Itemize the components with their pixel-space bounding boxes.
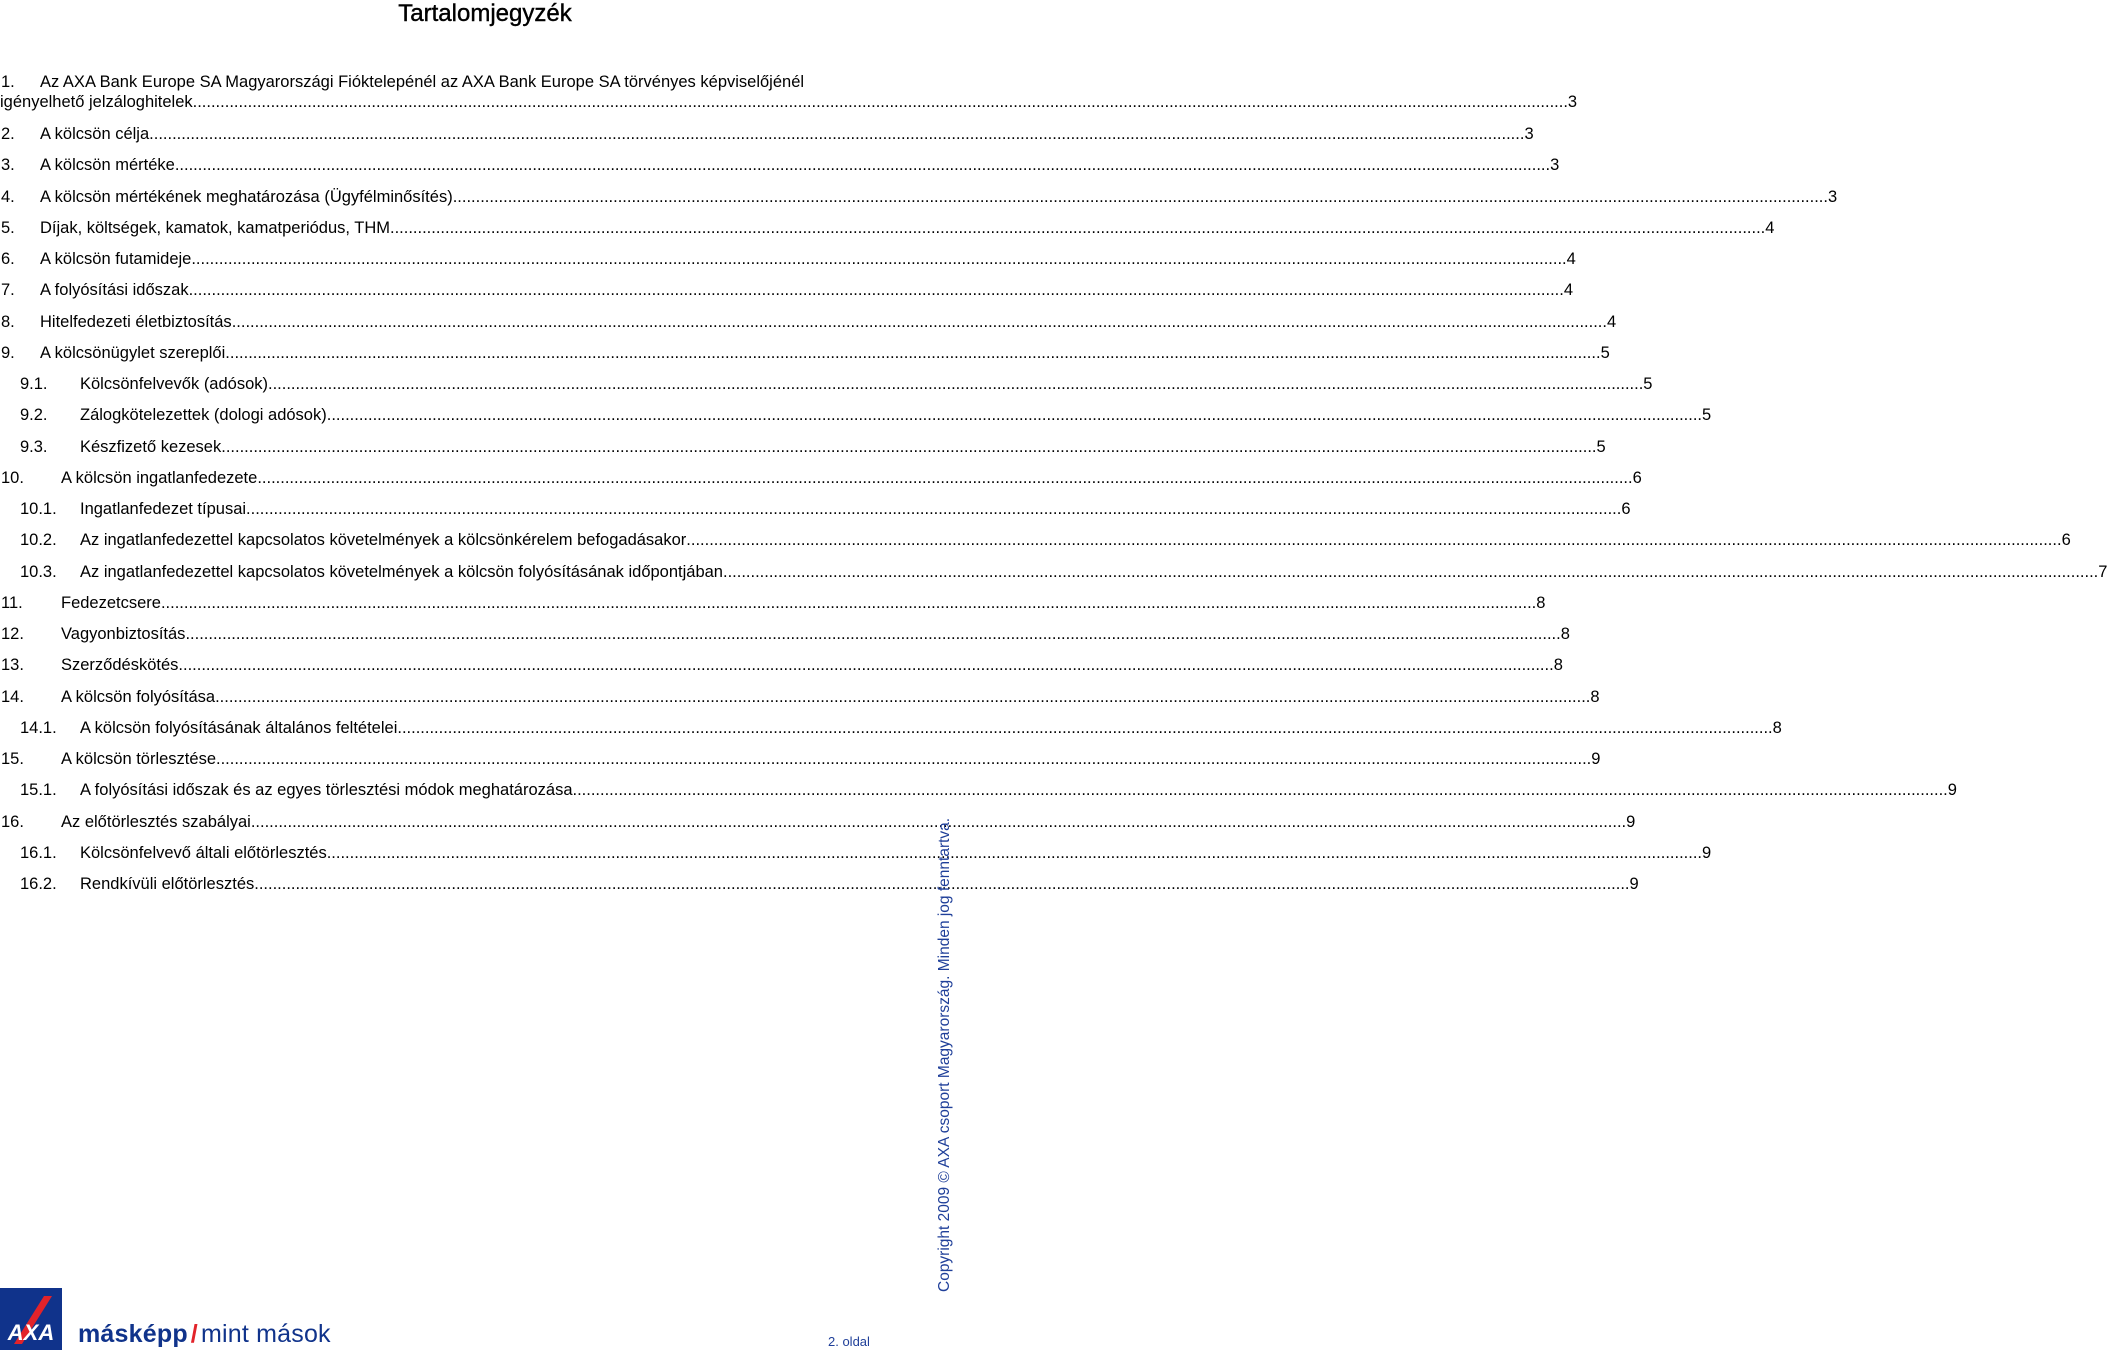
toc-page-number: 8 <box>1772 718 1782 737</box>
toc-leader-dots: ............................................................................................................................................................................................................................................................................................................ <box>225 343 1601 362</box>
toc-page-number: 4 <box>1765 218 1775 237</box>
toc-leader-dots: ............................................................................................................................................................................................................................................................................................................ <box>188 281 1564 300</box>
toc-number: 6. <box>1 250 15 268</box>
toc-entry-title: A folyósítási időszak és az egyes törlesztési módok meghatározása <box>80 781 573 800</box>
toc-page-number: 8 <box>1553 656 1563 675</box>
toc-entry-line <box>61 686 1600 708</box>
toc-number: 10.1. <box>20 500 57 518</box>
toc-entry-line <box>40 123 1534 145</box>
toc-entry-title: A kölcsön futamideje <box>40 250 192 268</box>
toc-number: 10.2. <box>20 531 57 550</box>
toc-entry-line <box>40 248 1576 270</box>
toc-number: 9. <box>1 343 15 362</box>
toc-entry-title: Szerződéskötés <box>61 656 179 675</box>
toc-number: 3. <box>1 156 15 175</box>
toc-entry-line <box>80 873 1639 895</box>
toc-entry-title: Fedezetcsere <box>61 593 161 612</box>
toc-entry-title: Hitelfedezeti életbiztosítás <box>40 312 232 331</box>
toc-leader-dots: ............................................................................................................................................................................................................................................................................................................ <box>326 843 1702 862</box>
toc-page-number: 5 <box>1596 437 1606 456</box>
toc-leader-dots: ............................................................................................................................................................................................................................................................................................................ <box>452 187 1828 206</box>
toc-leader-dots: ............................................................................................................................................................................................................................................................................................................ <box>149 125 1525 143</box>
toc-entry[interactable] <box>0 873 1639 895</box>
toc-entry-title: Az előtörlesztés szabályai <box>61 812 251 831</box>
toc-leader-dots: ............................................................................................................................................................................................................................................................................................................ <box>174 156 1551 175</box>
slogan-separator: / <box>190 1320 198 1348</box>
toc-page-number: 6 <box>1621 500 1631 518</box>
toc-entry-line <box>80 561 2107 583</box>
toc-leader-dots: ............................................................................................................................................................................................................................................................................................................ <box>390 218 1766 237</box>
toc-entry-title: Készfizető kezesek <box>80 437 222 456</box>
copyright-notice: Copyright 2009 © AXA csoport Magyarország. Minden jog fenntartva. <box>936 817 953 1292</box>
toc-number: 15.1. <box>20 781 57 800</box>
toc-entry-line <box>61 623 1570 645</box>
toc-entry-line <box>40 342 1610 364</box>
toc-leader-dots: ............................................................................................................................................................................................................................................................................................................ <box>178 656 1554 675</box>
toc-number: 16.2. <box>20 875 57 893</box>
toc-page-number: 4 <box>1566 250 1576 268</box>
toc-entry[interactable] <box>0 467 1642 489</box>
toc-entry-title: A folyósítási időszak <box>40 281 189 300</box>
toc-entry-line <box>80 779 1957 801</box>
toc-page-number: 9 <box>1626 812 1636 831</box>
toc-number: 5. <box>1 218 15 237</box>
toc-page-number: 3 <box>1567 93 1578 111</box>
slogan <box>78 1318 331 1350</box>
toc-entry-title: Vagyonbiztosítás <box>61 625 186 643</box>
toc-entry[interactable] <box>0 654 1563 676</box>
toc-entry-line <box>40 154 1560 176</box>
toc-number: 14. <box>1 687 24 706</box>
toc-page-number: 5 <box>1643 375 1653 393</box>
toc-entry[interactable] <box>0 779 1957 801</box>
toc-number: 2. <box>1 125 15 143</box>
toc-leader-dots: ............................................................................................................................................................................................................................................................................................................ <box>192 93 1568 111</box>
svg-text:AXA: AXA <box>7 1320 55 1345</box>
toc-leader-dots: ............................................................................................................................................................................................................................................................................................................ <box>257 468 1633 487</box>
toc-entry-title: A kölcsön mértéke <box>40 156 175 175</box>
toc-entry[interactable] <box>0 279 1574 301</box>
toc-entry[interactable] <box>0 592 1546 614</box>
toc-entry[interactable] <box>0 717 1782 739</box>
toc-entry[interactable] <box>0 217 1775 239</box>
toc-entry-title: igényelhető jelzáloghitelek <box>0 93 193 111</box>
toc-page-number: 9 <box>1591 750 1601 768</box>
toc-entry-title: Díjak, költségek, kamatok, kamatperiódus, THM <box>40 218 390 237</box>
toc-entry-line <box>80 842 1712 864</box>
toc-entry-line <box>61 748 1601 770</box>
toc-leader-dots: ............................................................................................................................................................................................................................................................................................................ <box>246 500 1622 518</box>
toc-page-number: 5 <box>1702 406 1712 425</box>
toc-entry[interactable] <box>0 436 1606 458</box>
toc-number: 15. <box>1 750 24 768</box>
toc-entry-title: A kölcsön folyósításának általános feltételei <box>80 718 398 737</box>
toc-page-number: 8 <box>1536 593 1546 612</box>
toc-entry-title: Az ingatlanfedezettel kapcsolatos követelmények a kölcsön folyósításának időpontjában <box>80 562 723 581</box>
toc-number: 10.3. <box>20 562 57 581</box>
toc-leader-dots: ............................................................................................................................................................................................................................................................................................................ <box>215 687 1591 706</box>
toc-entry-title: Kölcsönfelvevő általi előtörlesztés <box>80 843 327 862</box>
toc-page-number: 6 <box>2061 531 2071 550</box>
toc-entry-title: Zálogkötelezettek (dologi adósok) <box>80 406 327 425</box>
toc-entry-line <box>61 592 1546 614</box>
toc-page-number: 6 <box>1632 468 1642 487</box>
toc-leader-dots: ............................................................................................................................................................................................................................................................................................................ <box>326 406 1703 425</box>
toc-entry-line <box>61 811 1636 833</box>
toc-number: 14.1. <box>20 718 57 737</box>
toc-page-number: 5 <box>1600 343 1610 362</box>
toc-entry-title: Rendkívüli előtörlesztés <box>80 875 255 893</box>
toc-page-number: 4 <box>1563 281 1574 300</box>
toc-entry-line <box>80 373 1653 395</box>
toc-entry[interactable] <box>0 342 1610 364</box>
slogan-bold: másképp <box>78 1320 188 1348</box>
toc-entry[interactable] <box>0 498 1631 520</box>
toc-number: 13. <box>1 656 24 675</box>
toc-page-number: 8 <box>1560 625 1570 643</box>
toc-entry-line <box>80 498 1631 520</box>
toc-entry-title: Az ingatlanfedezettel kapcsolatos követelmények a kölcsönkérelem befogadásakor <box>80 531 687 550</box>
toc-entry-title: Ingatlanfedezet típusai <box>80 500 247 518</box>
toc-entry-title: A kölcsön törlesztése <box>61 750 216 768</box>
toc-number: 11. <box>1 593 23 612</box>
toc-entry-line <box>40 217 1775 239</box>
toc-entry[interactable] <box>0 686 1600 708</box>
toc-entry-line <box>80 404 1712 426</box>
toc-number: 9.1. <box>20 375 48 393</box>
toc-number: 16. <box>1 812 24 831</box>
toc-entry[interactable] <box>0 123 1534 145</box>
toc-leader-dots: ............................................................................................................................................................................................................................................................................................................ <box>231 312 1607 331</box>
toc-entry-line <box>40 311 1617 333</box>
toc-page-number: 9 <box>1947 781 1957 800</box>
toc-entry-title: Kölcsönfelvevők (adósok) <box>80 375 269 393</box>
toc-leader-dots: ............................................................................................................................................................................................................................................................................................................ <box>268 375 1644 393</box>
toc-leader-dots: ............................................................................................................................................................................................................................................................................................................ <box>397 718 1773 737</box>
toc-number: 10. <box>1 468 24 487</box>
toc-entry[interactable] <box>0 311 1617 333</box>
axa-logo <box>0 1288 62 1350</box>
toc-entry[interactable] <box>0 561 2107 583</box>
toc-entry[interactable] <box>0 373 1653 395</box>
toc-entry[interactable] <box>0 248 1576 270</box>
toc-number: 1. <box>1 73 15 91</box>
toc-entry-line <box>80 436 1606 458</box>
toc-entry-1[interactable] <box>0 91 1578 113</box>
toc-leader-dots: ............................................................................................................................................................................................................................................................................................................ <box>254 875 1630 893</box>
toc-entry[interactable] <box>0 748 1601 770</box>
toc-entry-title: A kölcsön mértékének meghatározása (Ügyfélminősítés) <box>40 187 453 206</box>
toc-leader-dots: ............................................................................................................................................................................................................................................................................................................ <box>185 625 1561 643</box>
toc-entry[interactable] <box>0 404 1712 426</box>
toc-leader-dots: ............................................................................................................................................................................................................................................................................................................ <box>221 437 1597 456</box>
toc-entry-line <box>61 654 1563 676</box>
toc-entry-line <box>80 717 1782 739</box>
toc-number: 9.3. <box>20 437 48 456</box>
page-number: 2. oldal <box>828 1334 870 1349</box>
toc-entry-title: A kölcsön folyósítása <box>61 687 216 706</box>
toc-entry-title: A kölcsön célja <box>40 125 150 143</box>
toc-leader-dots: ............................................................................................................................................................................................................................................................................................................ <box>572 781 1948 800</box>
toc-leader-dots: ............................................................................................................................................................................................................................................................................................................ <box>216 750 1592 768</box>
toc-entry-1-title[interactable]: Az AXA Bank Europe SA Magyarországi Fióktelepénél az AXA Bank Europe SA törvényes képviselőjénél <box>40 73 805 91</box>
toc-page-number: 9 <box>1702 843 1712 862</box>
page-title: Tartalomjegyzék <box>398 0 572 27</box>
toc-leader-dots: ............................................................................................................................................................................................................................................................................................................ <box>191 250 1567 268</box>
toc-entry[interactable] <box>0 529 2071 551</box>
toc-leader-dots: ............................................................................................................................................................................................................................................................................................................ <box>722 562 2099 581</box>
toc-number: 9.2. <box>20 406 48 425</box>
toc-entry-line <box>40 279 1574 301</box>
toc-page-number: 8 <box>1590 687 1600 706</box>
toc-number: 16.1. <box>20 843 57 862</box>
toc-number: 4. <box>1 187 15 206</box>
toc-entry[interactable] <box>0 623 1570 645</box>
toc-leader-dots: ............................................................................................................................................................................................................................................................................................................ <box>250 812 1627 831</box>
axa-logo-icon <box>0 1288 62 1350</box>
toc-entry[interactable] <box>0 154 1560 176</box>
toc-entry-title: A kölcsön ingatlanfedezete <box>61 468 258 487</box>
toc-entry-line <box>80 529 2071 551</box>
toc-page-number: 9 <box>1629 875 1639 893</box>
toc-number: 8. <box>1 312 15 331</box>
toc-number: 12. <box>1 625 24 643</box>
toc-entry-line <box>61 467 1642 489</box>
toc-entry[interactable] <box>0 186 1838 208</box>
toc-page-number: 3 <box>1827 187 1838 206</box>
toc-entry[interactable] <box>0 842 1712 864</box>
toc-page-number: 4 <box>1606 312 1617 331</box>
toc-page-number: 3 <box>1524 125 1534 143</box>
toc-page-number: 7 <box>2098 562 2107 581</box>
toc-entry-title: A kölcsönügylet szereplői <box>40 343 226 362</box>
toc-entry[interactable] <box>0 811 1636 833</box>
toc-leader-dots: ............................................................................................................................................................................................................................................................................................................ <box>160 593 1537 612</box>
toc-leader-dots: ............................................................................................................................................................................................................................................................................................................ <box>686 531 2062 550</box>
slogan-rest: mint mások <box>200 1320 331 1348</box>
toc-page-number: 3 <box>1550 156 1560 175</box>
toc-entry-line <box>40 186 1838 208</box>
toc-number: 7. <box>1 281 15 300</box>
